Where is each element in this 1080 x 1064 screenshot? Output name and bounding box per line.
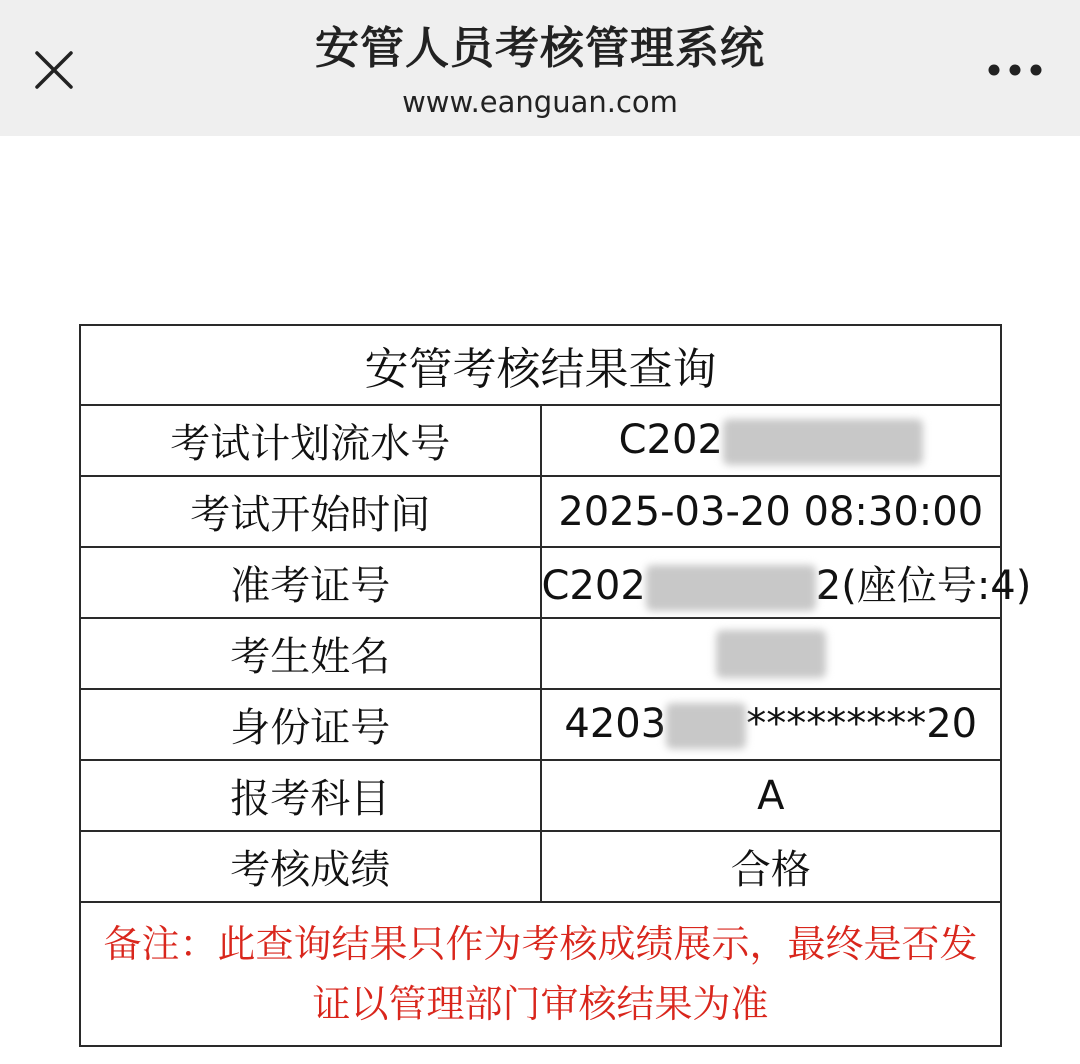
table-row (80, 547, 1001, 618)
value-visible-part: 2(座位号:4) (815, 563, 1032, 609)
redaction-blur (666, 703, 746, 749)
table-caption: 安管考核结果查询 (80, 325, 1001, 405)
row-value (541, 547, 1032, 618)
title-block (180, 18, 900, 122)
table-row (80, 618, 1001, 689)
page-url: www.eanguan.com (402, 85, 678, 119)
redaction-blur (716, 630, 826, 678)
table-caption-row (80, 325, 1001, 405)
row-label: 准考证号 (80, 547, 541, 618)
table-row (80, 689, 1001, 760)
row-label: 考生姓名 (80, 618, 541, 689)
row-value (541, 405, 1002, 476)
top-navigation-bar (0, 0, 1080, 136)
row-value: 合格 (541, 831, 1002, 902)
result-table (79, 324, 1032, 1047)
value-visible-part: 4203 (564, 700, 667, 747)
value-visible-part: C202 (541, 563, 646, 609)
value-visible-part: *********20 (746, 700, 978, 747)
row-value: 2025-03-20 08:30:00 (541, 476, 1002, 547)
row-label: 考试开始时间 (80, 476, 541, 547)
row-label: 身份证号 (80, 689, 541, 760)
row-label: 考核成绩 (80, 831, 541, 902)
row-value: A (541, 760, 1002, 831)
more-options-button[interactable] (980, 42, 1050, 98)
page-title: 安管人员考核管理系统 (315, 23, 765, 74)
more-icon (987, 63, 1043, 77)
table-row (80, 760, 1001, 831)
close-icon (34, 50, 74, 90)
table-row (80, 831, 1001, 902)
row-label: 报考科目 (80, 760, 541, 831)
row-label: 考试计划流水号 (80, 405, 541, 476)
redaction-blur (646, 565, 816, 611)
row-value (541, 689, 1002, 760)
redaction-blur (723, 419, 923, 465)
remark-note: 备注：此查询结果只作为考核成绩展示，最终是否发证以管理部门审核结果为准 (80, 902, 1001, 1046)
table-note-row (80, 902, 1001, 1046)
row-value (541, 618, 1002, 689)
table-row (80, 476, 1001, 547)
value-visible-part: C202 (618, 416, 723, 463)
table-row (80, 405, 1001, 476)
close-button[interactable] (22, 38, 86, 102)
